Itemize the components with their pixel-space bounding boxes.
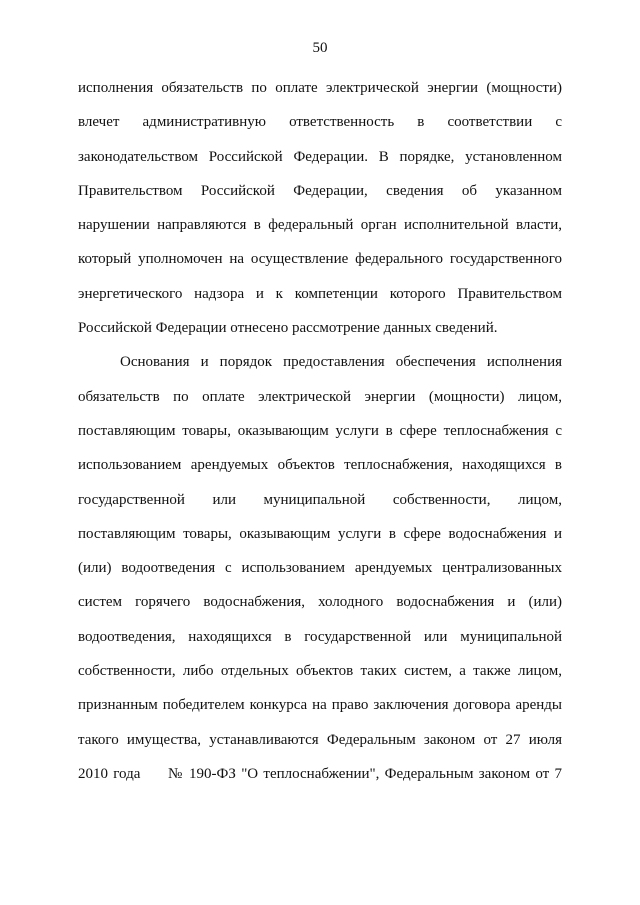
text-line: исполнения обязательств по оплате электрической энергии (мощности) (78, 80, 562, 96)
text-line: который уполномочен на осуществление федерального государственного (78, 251, 562, 268)
text-line: водоотведения, находящихся в государственной или муниципальной (78, 628, 562, 645)
page-number: 50 (312, 40, 328, 56)
document-body (78, 71, 562, 791)
text-line: такого имущества, устанавливаются Федеральным законом от 27 июля (78, 731, 562, 748)
text-line: влечет административную ответственность в соответствии с (78, 114, 562, 131)
text-line: систем горячего водоснабжения, холодного водоснабжения и (или) (78, 594, 562, 611)
text-line: поставляющим товары, оказывающим услуги в сфере водоснабжения и (78, 525, 562, 542)
text-line: признанным победителем конкурса на право заключения договора аренды (78, 697, 562, 714)
text-segment: 2010 года (78, 765, 141, 782)
text-line: нарушении направляются в федеральный орган исполнительной власти, (78, 217, 562, 234)
paragraph-start-line: Основания и порядок предоставления обеспечения исполнения (120, 354, 562, 371)
text-line: государственной или муниципальной собственности, лицом, (78, 491, 562, 508)
text-line: использованием арендуемых объектов теплоснабжения, находящихся в (78, 457, 562, 474)
text-line: энергетического надзора и к компетенции которого Правительством (78, 285, 562, 302)
text-line: обязательств по оплате электрической энергии (мощности) лицом, (78, 388, 562, 405)
text-line: законодательством Российской Федерации. В порядке, установленном (78, 148, 562, 165)
text-line: (или) водоотведения с использованием арендуемых централизованных (78, 560, 562, 577)
text-line: Правительством Российской Федерации, сведения об указанном (78, 182, 562, 199)
text-line: Российской Федерации отнесено рассмотрение данных сведений. (78, 320, 498, 337)
text-line: поставляющим товары, оказывающим услуги в сфере теплоснабжения с (78, 422, 562, 439)
text-segment: № 190-ФЗ "О теплоснабжении", Федеральным законом от 7 (166, 765, 563, 782)
text-line: собственности, либо отдельных объектов таких систем, а также лицом, (78, 663, 562, 680)
text-line-final (78, 757, 562, 791)
